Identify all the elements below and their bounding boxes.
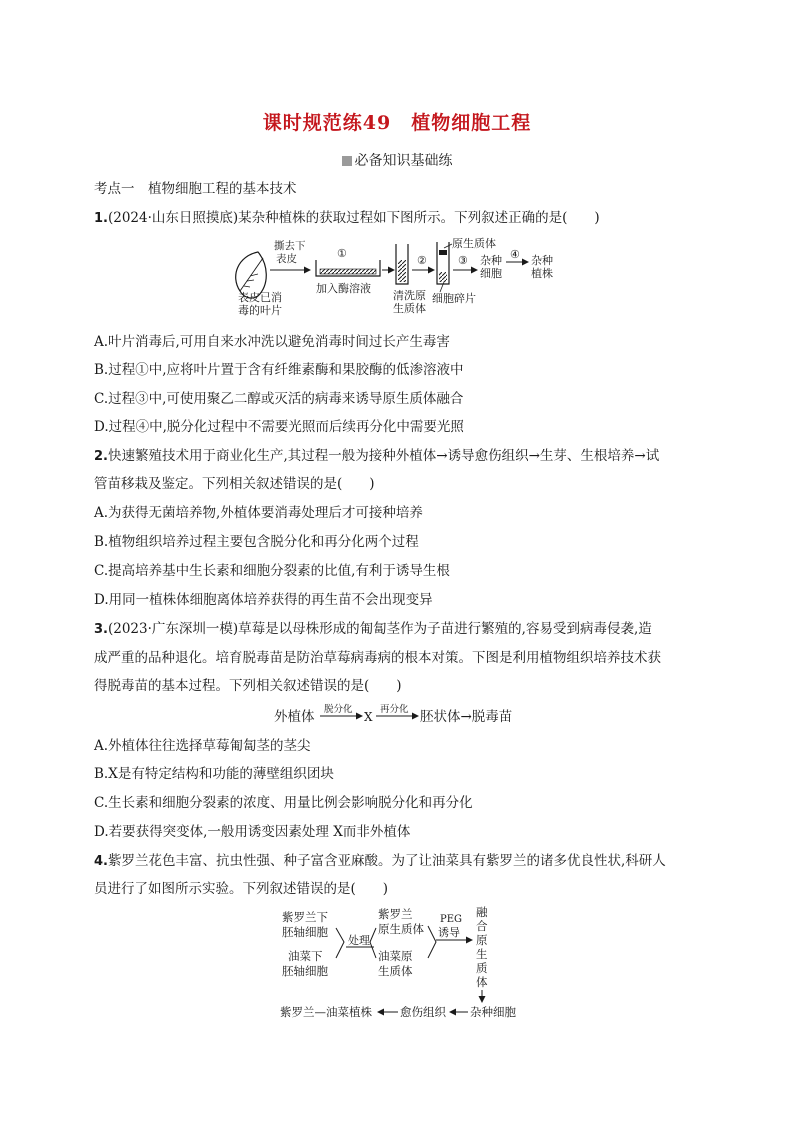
violet-protoplast-line2: 原生质体 (378, 922, 424, 936)
step-4-label: ④ (510, 248, 520, 261)
wash-tube (396, 244, 408, 284)
enzyme-label: 加入酶溶液 (316, 282, 371, 295)
section-marker-icon (342, 156, 352, 166)
fused-char: 体 (476, 975, 488, 989)
centrifuge-tube (437, 242, 449, 284)
question-3-stem-line2: 成严重的品种退化。培育脱毒苗是防治草莓病毒病的根本对策。下图是利用植物组织培养技术获 (94, 650, 661, 666)
question-2-stem-line1 (94, 447, 659, 466)
flow-x: X (364, 710, 373, 724)
question-2-number: 2. (94, 449, 108, 464)
question-1-stem (94, 209, 600, 228)
question-1-text: (2024·山东日照摸底)某杂种植株的获取过程如下图所示。下列叙述正确的是( ) (107, 210, 600, 226)
question-3-option-b: B.X是有特定结构和功能的薄壁组织团块 (94, 766, 334, 782)
question-3-stem-line1 (94, 620, 652, 639)
wash-label-line2: 生质体 (393, 302, 426, 315)
question-4-text-1: 紫罗兰花色丰富、抗虫性强、种子富含亚麻酸。为了让油菜具有紫罗兰的诸多优良性状,科研人 (107, 853, 666, 869)
question-2-stem-line2: 管苗移栽及鉴定。下列相关叙述错误的是( ) (94, 476, 375, 492)
step-2-label: ② (417, 254, 427, 267)
question-4-number: 4. (94, 854, 108, 869)
hybrid-cell-line2: 细胞 (480, 267, 502, 280)
flow-embryoid: 胚状体→脱毒苗 (420, 709, 513, 725)
induce-label: 诱导 (438, 926, 460, 939)
question-1-option-c: C.过程③中,可使用聚乙二醇或灭活的病毒来诱导原生质体融合 (94, 391, 464, 407)
bottom-hybrid-cell: 杂种细胞 (470, 1005, 516, 1019)
rape-protoplast-line2: 生质体 (378, 964, 413, 978)
question-4-stem-line1 (94, 852, 666, 871)
merge-bracket-2 (428, 926, 436, 958)
violet-protoplast-line1: 紫罗兰 (378, 907, 413, 921)
question-3-option-a: A.外植体往往选择草莓匍匐茎的茎尖 (94, 738, 311, 754)
question-2-text-1: 快速繁殖技术用于商业化生产,其过程一般为接种外植体→诱导愈伤组织→生芽、生根培养→试 (107, 448, 660, 464)
rape-protoplast-line1: 油菜原 (378, 949, 413, 963)
question-3-option-c: C.生长素和细胞分裂素的浓度、用量比例会影响脱分化和再分化 (94, 795, 473, 811)
fused-char: 原 (476, 933, 488, 947)
page-title: 课时规范练49 植物细胞工程 (262, 112, 532, 134)
merge-bracket-1 (336, 928, 344, 958)
question-4-stem-line2: 员进行了如图所示实验。下列叙述错误的是( ) (94, 881, 389, 897)
question-3-text-1: (2023·广东深圳一模)草莓是以母株形成的匍匐茎作为子苗进行繁殖的,容易受到病毒侵袭,造 (107, 621, 652, 637)
split-bracket (370, 928, 376, 958)
leaf-label-line2: 毒的叶片 (238, 304, 282, 317)
question-1-number: 1. (94, 211, 108, 226)
topic-heading: 考点一 植物细胞工程的基本技术 (94, 181, 297, 197)
fused-protoplast-label (476, 905, 488, 989)
fused-char: 合 (476, 919, 488, 933)
leaf-label-line1: 表皮已消 (238, 291, 282, 304)
debris-label: 细胞碎片 (432, 292, 476, 305)
question-3-flowchart (270, 700, 530, 730)
tear-label-line1: 撕去下 (274, 240, 306, 252)
rape-cell-line2: 胚轴细胞 (282, 964, 328, 978)
bottom-plant: 紫罗兰—油菜植株 (280, 1005, 372, 1019)
wash-label-line1: 清洗原 (393, 289, 426, 302)
question-2-option-b: B.植物组织培养过程主要包含脱分化和再分化两个过程 (94, 534, 419, 550)
fused-char: 质 (476, 961, 488, 975)
question-3-option-d: D.若要获得突变体,一般用诱变因素处理 X而非外植体 (94, 824, 411, 840)
flow-dediff-label: 脱分化 (324, 704, 353, 715)
hybrid-plant-line2: 植株 (531, 267, 553, 280)
fused-char: 生 (476, 947, 488, 961)
tear-label-line2: 表皮 (276, 253, 297, 265)
question-1-option-a: A.叶片消毒后,可用自来水冲洗以避免消毒时间过长产生毒害 (94, 334, 450, 350)
flow-explant: 外植体 (274, 709, 315, 725)
question-2-option-d: D.用同一植株体细胞离体培养获得的再生苗不会出现变异 (94, 592, 433, 608)
step-3-label: ③ (458, 254, 468, 267)
treat-label: 处理 (348, 934, 370, 947)
question-1-diagram (230, 236, 580, 322)
section-label: 必备知识基础练 (354, 153, 453, 169)
question-3-number: 3. (94, 622, 108, 637)
bottom-callus: 愈伤组织 (400, 1005, 446, 1019)
step-1-label: ① (337, 247, 347, 260)
fused-char: 融 (476, 905, 488, 919)
question-2-option-a: A.为获得无菌培养物,外植体要消毒处理后才可接种培养 (94, 505, 423, 521)
peg-label: PEG (440, 914, 463, 925)
hybrid-cell-line1: 杂种 (480, 254, 502, 267)
violet-cell-line1: 紫罗兰下 (282, 910, 328, 924)
question-4-diagram (278, 904, 528, 1024)
question-2-option-c: C.提高培养基中生长素和细胞分裂素的比值,有利于诱导生根 (94, 563, 450, 579)
violet-cell-line2: 胚轴细胞 (282, 925, 328, 939)
protoplast-label: 原生质体 (452, 237, 496, 250)
rape-cell-line1: 油菜下 (288, 949, 323, 963)
flow-rediff-label: 再分化 (380, 704, 409, 715)
section-heading (0, 150, 794, 170)
question-1-option-d: D.过程④中,脱分化过程中不需要光照而后续再分化中需要光照 (94, 419, 464, 435)
hybrid-plant-line1: 杂种 (531, 254, 553, 267)
enzyme-dish (316, 260, 380, 276)
question-3-stem-line3: 得脱毒苗的基本过程。下列相关叙述错误的是( ) (94, 678, 402, 694)
question-1-option-b: B.过程①中,应将叶片置于含有纤维素酶和果胶酶的低渗溶液中 (94, 362, 464, 378)
